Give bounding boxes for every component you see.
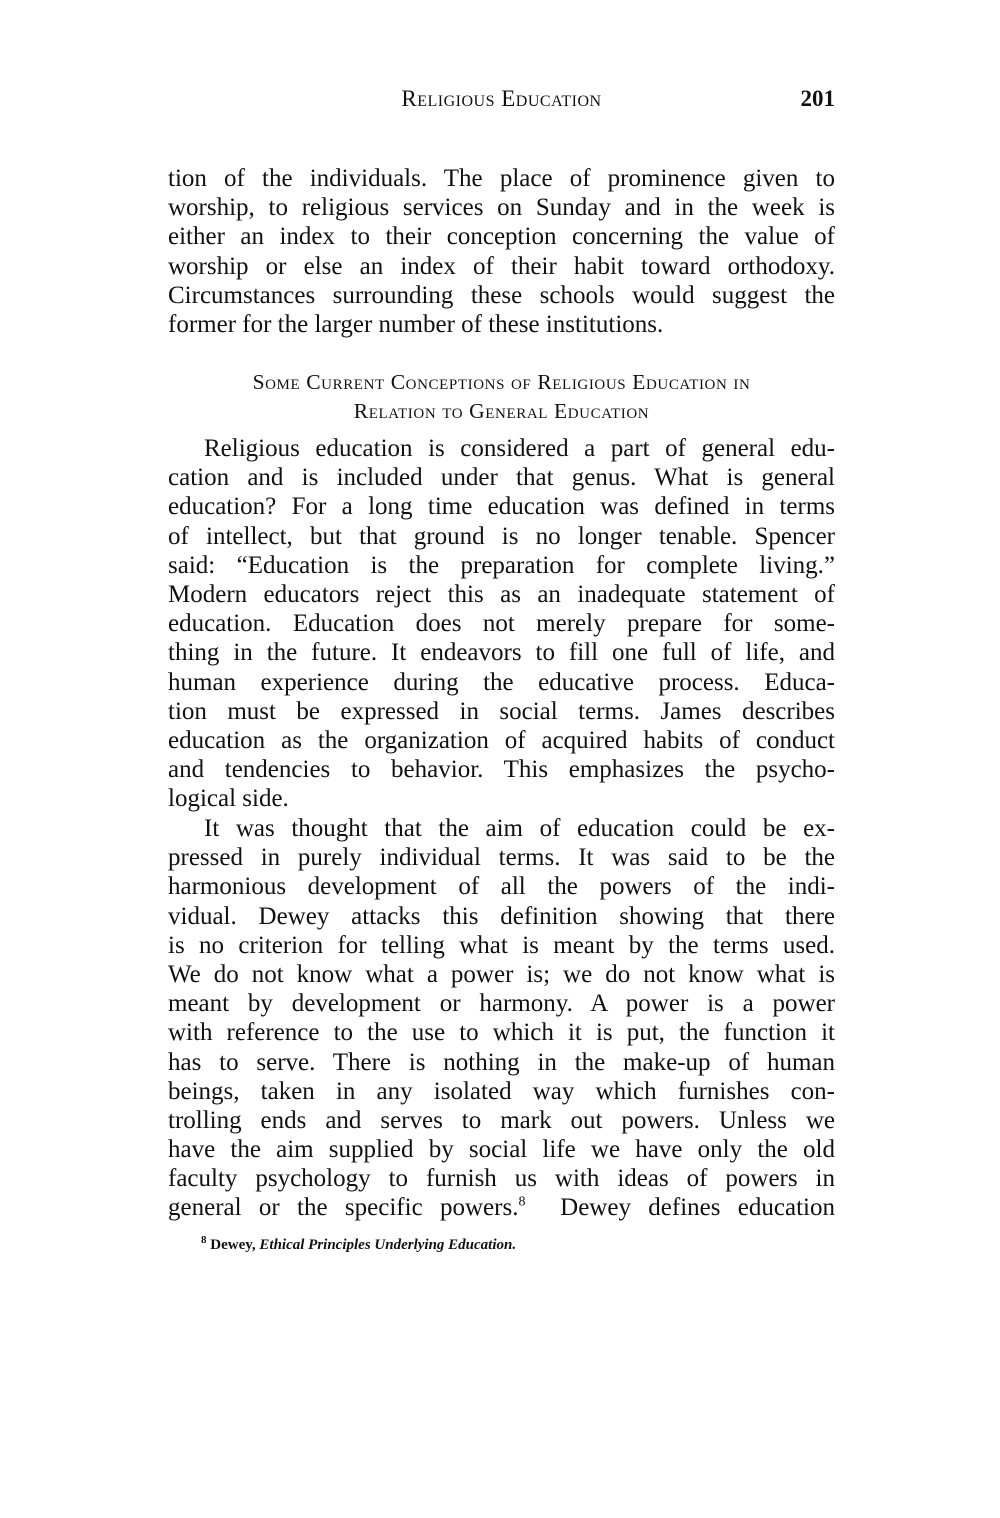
- text-line: harmonious development of all the powers of the indi-: [168, 873, 835, 901]
- text-line: have the aim supplied by social life we have only the old: [168, 1136, 835, 1164]
- page-number: 201: [800, 86, 835, 111]
- footnote: [201, 1234, 516, 1254]
- text-line: vidual. Dewey attacks this definition showing that there: [168, 902, 835, 930]
- text-line: former for the larger number of these institutions.: [168, 310, 664, 338]
- text-line: education? For a long time education was defined in terms: [168, 493, 835, 521]
- running-title: Religious Education: [401, 86, 602, 111]
- text-line: Circumstances surrounding these schools would suggest the: [168, 281, 835, 309]
- running-header: [168, 86, 835, 126]
- section-heading-line-1: Some Current Conceptions of Religious Education in: [252, 370, 751, 394]
- paragraph-3: [168, 814, 835, 1223]
- paragraph-1: [168, 164, 835, 339]
- section-heading-line-2: Relation to General Education: [353, 399, 650, 423]
- text-line: is no criterion for telling what is meant by the terms used.: [168, 931, 835, 959]
- text-line: tion of the individuals. The place of prominence given to: [168, 165, 835, 192]
- text-line: Modern educators reject this as an inadequate statement of: [168, 580, 835, 608]
- footnote-reference: 8: [518, 1195, 526, 1211]
- text-line: and tendencies to behavior. This emphasizes the psycho-: [168, 756, 835, 784]
- text-line: has to serve. There is nothing in the make-up of human: [168, 1048, 835, 1076]
- text-line: trolling ends and serves to mark out powers. Unless we: [168, 1106, 835, 1134]
- footnote-title: Ethical Principles Underlying Education.: [259, 1237, 517, 1253]
- text-line: logical side.: [168, 785, 289, 813]
- text-line: beings, taken in any isolated way which furnishes con-: [168, 1077, 835, 1105]
- footnote-author: Dewey,: [210, 1237, 260, 1253]
- text-line: either an index to their conception concerning the value of: [168, 223, 835, 251]
- footnote-mark: 8: [201, 1234, 207, 1246]
- text-line: thing in the future. It endeavors to fill one full of life, and: [168, 639, 835, 667]
- text-line: with reference to the use to which it is put, the function it: [168, 1019, 835, 1047]
- paragraph-2: [168, 434, 835, 813]
- text-segment: general or the specific powers.: [168, 1194, 519, 1222]
- text-line: tion must be expressed in social terms. James describes: [168, 697, 835, 725]
- text-line: faculty psychology to furnish us with ideas of powers in: [168, 1165, 835, 1193]
- section-heading: [168, 368, 835, 426]
- text-line: Religious education is considered a part of general edu-: [204, 435, 835, 462]
- text-line: pressed in purely individual terms. It was said to be the: [168, 844, 835, 872]
- text-line: worship, to religious services on Sunday and in the week is: [168, 194, 835, 222]
- text-line: said: “Education is the preparation for complete living.”: [168, 551, 835, 579]
- text-line: cation and is included under that genus. What is general: [168, 464, 835, 492]
- text-line: human experience during the educative process. Educa-: [168, 668, 835, 696]
- text-line: education as the organization of acquired habits of conduct: [168, 726, 835, 754]
- text-line: We do not know what a power is; we do not know what is: [168, 960, 835, 988]
- text-line: of intellect, but that ground is no longer tenable. Spencer: [168, 522, 835, 550]
- text-line: education. Education does not merely prepare for some-: [168, 610, 835, 638]
- text-line: meant by development or harmony. A power is a power: [168, 990, 835, 1018]
- text-line: worship or else an index of their habit toward orthodoxy.: [168, 252, 835, 280]
- text-segment: Dewey defines education: [525, 1194, 835, 1222]
- text-line-with-footnote-ref: [168, 1193, 835, 1222]
- text-line: It was thought that the aim of education could be ex-: [204, 815, 835, 842]
